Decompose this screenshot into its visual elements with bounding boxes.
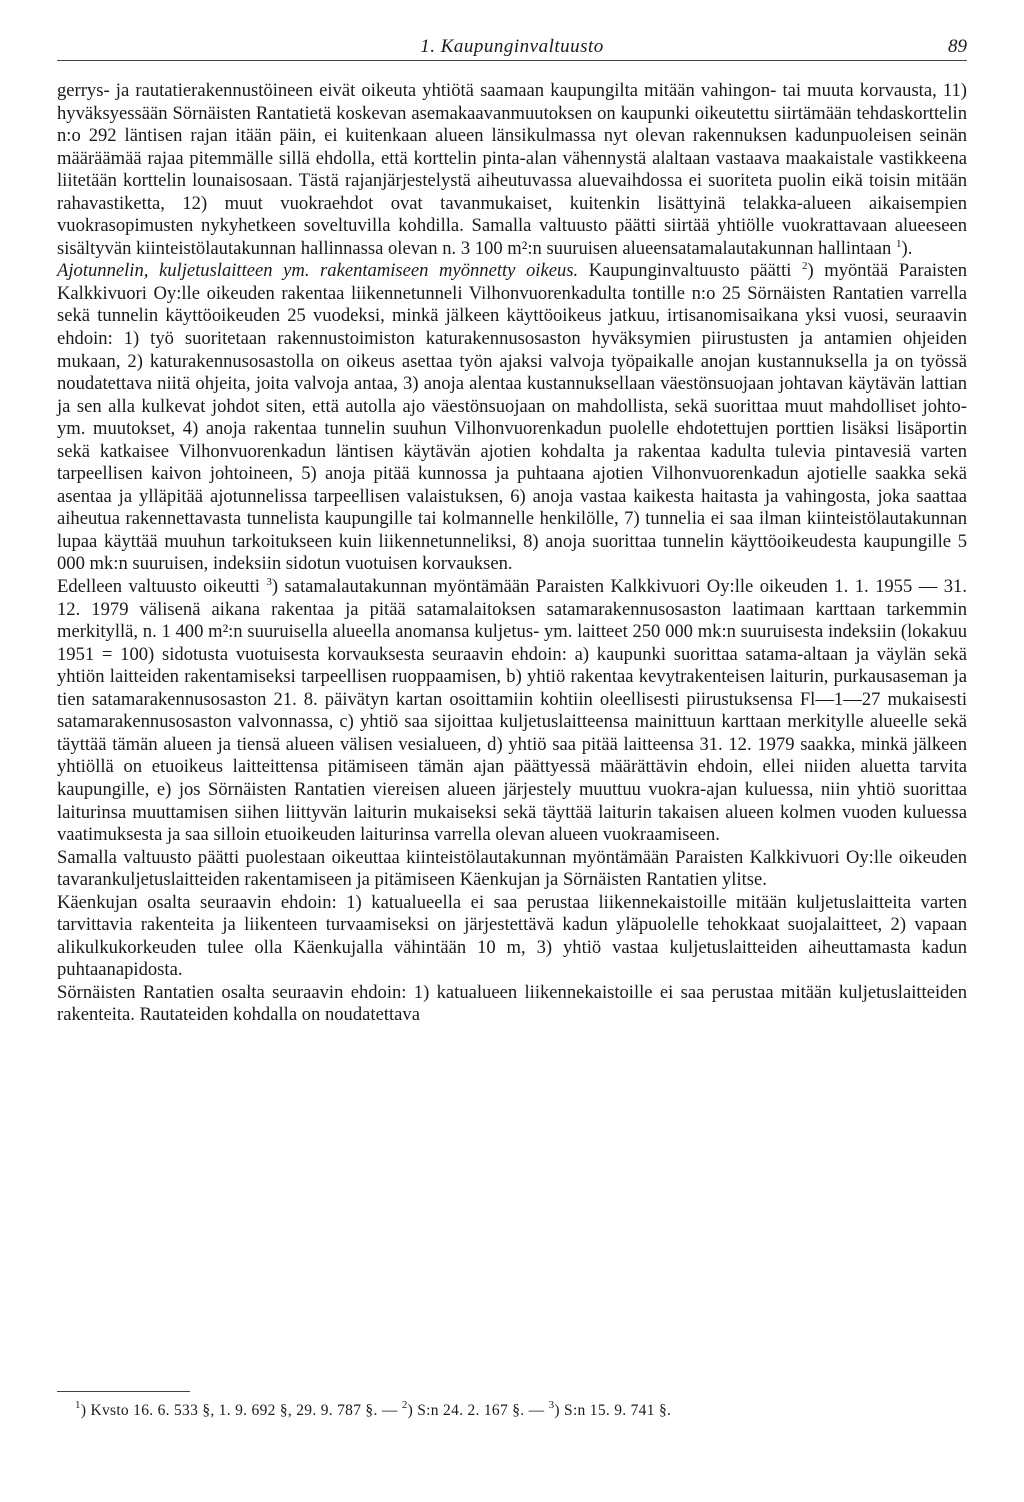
paragraph-2 — [57, 260, 967, 576]
paragraph-3-text-b: ) satamalautakunnan myöntämään Paraisten Kalkkivuori Oy:lle oikeuden 1. 1. 1955 — 31. 12. 1979 välisenä aikana rakentaa ja pitää satamalaitoksen satamarakennusosaston laatimaan karttaan tarkemmin merkityllä, n. 1 400 m²:n suuruisella alueella anomansa kuljetus- ym. laitteet 250 000 mk:n suuruisesta indeksiin (lokakuu 1951 = 100) sidotusta vuotuisesta korvauksesta seuraavin ehdoin: a) kaupunki suorittaa satama-altaan ja väylän sekä yhtiön laitteiden rakentamiseksi tarpeellisen ruoppaamisen, b) yhtiö rakentaa kevytrakenteisen laiturin, purkausaseman ja tien satamarakennusosaston 21. 8. päivätyn kartan osoittamiin kohtiin oleellisesti piirustuksensa Fl—1—27 mukaisesti satamarakennusosaston valvonnassa, c) yhtiö saa sijoittaa kuljetuslaitteensa mainittuun karttaan merkitylle alueelle sekä täyttää tämän alueen ja tiensä alueen välisen vesialueen, d) yhtiö saa pitää laitteensa 31. 12. 1979 saakka, minkä jälkeen yhtiöllä on etuoikeus laitteittensa pitämiseen tämän ajan päättyessä määrättävin ehdoin, ellei niiden aluetta tarvita kaupungille, e) jos Sörnäisten Rantatien viereisen alueen järjestely muuttuu vuokra-ajan kuluessa, niin yhtiö suorittaa laiturinsa muuttamisen siihen liittyvän laiturin mukaiseksi sekä täyttää laiturin takaisen alueen kolmen vuoden kuluessa vaatimuksesta ja saa silloin etuoikeuden laiturinsa varrella olevan alueen vuokraamiseen. — [57, 576, 968, 846]
footnote-3: ) S:n 15. 9. 741 §. — [554, 1402, 672, 1419]
paragraph-1 — [57, 80, 967, 260]
paragraph-5: Käenkujan osalta seuraavin ehdoin: 1) katualueella ei saa perustaa liikennekaistoille mitään kuljetuslaitteita varten tarvittavia rakenteita ja liikenteen turvaamiseksi on järjestettävä kadun yläpuolelle tehokkaat suojalaitteet, 2) vapaan alikulkukorkeuden tulee olla Käenkujalla vähintään 10 m, 3) yhtiö vastaa kuljetuslaitteiden aiheuttamasta kadun puhtaanapidosta. — [57, 891, 967, 981]
footnote-mark-1: 1 — [75, 1399, 81, 1411]
paragraph-2-text-b: ) myöntää Paraisten Kalkkivuori Oy:lle oikeuden rakentaa liikennetunneli Vilhonvuorenkadulta tontille n:o 25 Sörnäisten Rantatien varrella sekä tunnelin käyttöoikeuden 25 vuodeksi, minkä jälkeen käyttöoikeus jatkuu, irtisanomisaikana yksi vuosi, seuraavin ehdoin: 1) työ suoritetaan rakennustoimiston katurakennusosaston hyväksymien piirustusten ja antamien ohjeiden mukaan, 2) katurakennusosastolla on oikeus asettaa työn ajaksi valvoja työpaikalle anojan kustannuksella ja on työssä noudatettava niitä ohjeita, joita valvoja antaa, 3) anoja alentaa kustannuksellaan väestönsuojaan johtavan käytävän lattian ja sen alla kulkevat johdot siten, että autolla ajo väestönsuojaan on mahdollista, sekä suorittaa muut mahdolliset johto- ym. muutokset, 4) anoja rakentaa tunnelin suuhun Vilhonvuorenkadun puolelle ehdotettujen porttien lisäksi lisäportin sekä katkaisee Vilhonvuorenkadun läntisen käytävän ajotien kohdalta ja rakentaa kadulta tulevia pintavesiä varten tarpeellisen kaivon johtoineen, 5) anoja pitää kunnossa ja puhtaana ajotien Vilhonvuorenkadun ajotielle saakka sekä asentaa ja ylläpitää ajotunnelissa tarpeellisen valaistuksen, 6) anoja vastaa kaikesta haitasta ja vahingosta, joka saattaa aiheutua rakennettavasta tunnelista kaupungille tai kolmannelle henkilölle, 7) tunnelia ei saa ilman kiinteistölautakunnan lupaa käyttää muuhun tarkoitukseen kuin liikennetunneliksi, 8) anoja suorittaa tunnelin käyttöoikeudesta kaupungille 5 000 mk:n suuruisen, indeksiin sidotun vuotuisen korvauksen. — [57, 260, 967, 575]
paragraph-3 — [57, 576, 967, 847]
paragraph-6: Sörnäisten Rantatien osalta seuraavin ehdoin: 1) katualueen liikennekaistoille ei saa perustaa mitään kuljetuslaitteiden rakenteita. Rautateiden kohdalla on noudatettava — [57, 981, 967, 1026]
footnote-2: ) S:n 24. 2. 167 §. — — [407, 1402, 549, 1419]
footnote-ref-2: 2 — [801, 260, 808, 273]
paragraph-4: Samalla valtuusto päätti puolestaan oikeuttaa kiinteistölautakunnan myöntämään Paraisten Kalkkivuori Oy:lle oikeuden tavarankuljetuslaitteiden rakentamiseen ja pitämiseen Käenkujan ja Sörnäisten Rantatien ylitse. — [57, 846, 967, 891]
header-rule — [57, 60, 967, 61]
body-text — [57, 80, 967, 1027]
paragraph-3-text-a: Edelleen valtuusto oikeutti — [57, 576, 267, 598]
footnote-1: ) Kvsto 16. 6. 533 §, 1. 9. 692 §, 29. 9. 787 §. — — [80, 1402, 402, 1419]
section-heading: Ajotunnelin, kuljetuslaitteen ym. rakentamiseen myönnetty oikeus. — [57, 260, 579, 282]
paragraph-1-end: ). — [901, 237, 913, 259]
footnote-rule — [57, 1391, 190, 1392]
page — [57, 0, 967, 1027]
footnote-ref-1: 1 — [896, 237, 902, 250]
footnotes — [75, 1399, 672, 1420]
footnote-ref-3: 3 — [266, 576, 272, 589]
paragraph-1-text: gerrys- ja rautatierakennustöineen eivät oikeuta yhtiötä saamaan kaupungilta mitään vahingon- tai muuta korvausta, 11) hyväksyessään Sörnäisten Rantatietä koskevan asemakaavanmuutoksen on kaupunki oikeutettu siirtämään tehdaskorttelin n:o 292 läntisen rajan itään päin, ei kuitenkaan alueen länsikulmassa nyt olevan rakennuksen kadunpuoleisen seinän määräämää rajaa pitemmälle sillä ehdolla, että korttelin pinta-alan vähennystä alaltaan vastaava maakaistale vastikkeena liitetään korttelin lounaisosaan. Tästä rajanjärjestelystä aiheutuvassa aluevaihdossa ei suoriteta puolin eikä toisin mitään rahavastiketta, 12) muut vuokraehdot ovat tavanmukaiset, kuitenkin lisättyinä telakka-alueen aikaisempien vuokrasopimusten nykyhetkeen soveltuvilla kohdilla. Samalla valtuusto päätti siirtää yhtiölle vuokrattavaan alueeseen sisältyvän kiinteistölautakunnan hallinnassa olevan n. 3 100 m²:n suuruisen alueensatamalautakunnan hallintaan — [57, 80, 967, 259]
page-number: 89 — [948, 36, 967, 57]
paragraph-2-text-a: Kaupunginvaltuusto päätti — [578, 260, 802, 282]
running-header — [57, 0, 967, 62]
footnote-mark-2: 2 — [401, 1399, 408, 1411]
footnote-mark-3: 3 — [548, 1399, 555, 1411]
running-title: 1. Kaupunginvaltuusto — [420, 36, 604, 57]
